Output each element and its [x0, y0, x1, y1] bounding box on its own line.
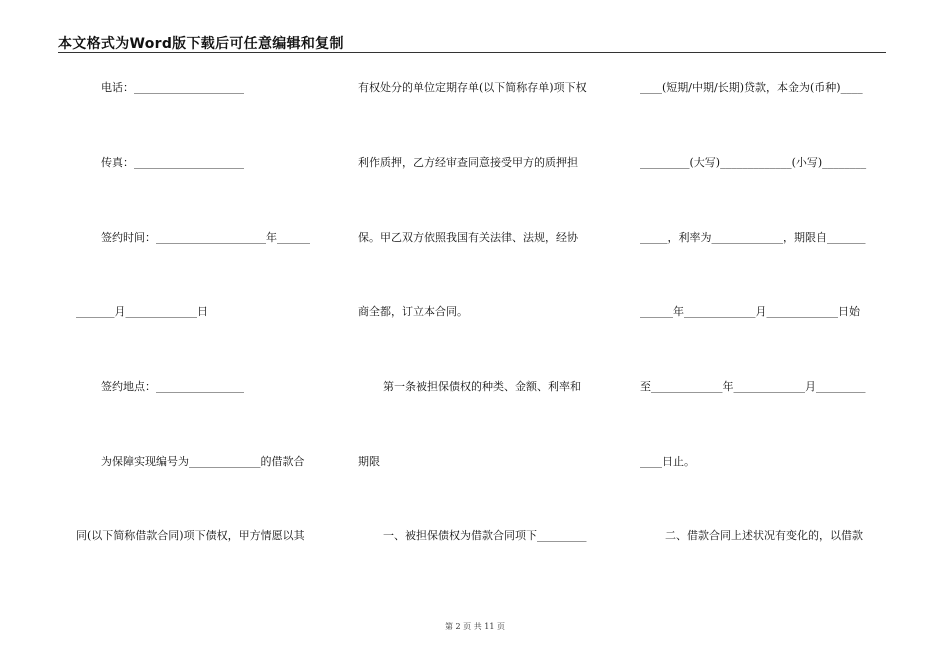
body-text-line: ____日止。	[640, 455, 695, 468]
article-heading: 第一条被担保债权的种类、金额、利率和	[383, 380, 581, 393]
signing-date-line: _______月_____________日	[76, 305, 208, 318]
signing-place-line: 签约地点：________________	[101, 380, 244, 393]
body-text-line: ____(短期/中期/长期)贷款，本金为(币种)____	[640, 81, 863, 94]
body-text-line: 至_____________年_____________月_________	[640, 380, 866, 393]
phone-line: 电话：____________________	[101, 81, 244, 94]
body-text-line: _____，利率为_____________，期限自_______	[640, 231, 866, 244]
fax-line: 传真：____________________	[101, 156, 244, 169]
signing-time-line: 签约时间：____________________年______	[101, 231, 310, 244]
body-text-line: 同(以下简称借款合同)项下债权，甲方情愿以其	[76, 529, 305, 542]
body-text-line: _________(大写)_____________(小写)________	[640, 156, 867, 169]
body-text-line: 有权处分的单位定期存单(以下简称存单)项下权	[358, 81, 587, 94]
body-text-line: 商全都，订立本合同。	[358, 305, 468, 318]
document-header: 本文格式为Word版下载后可任意编辑和复制	[58, 33, 886, 53]
body-text-line: 利作质押，乙方经审查同意接受甲方的质押担	[358, 156, 578, 169]
body-text-line: 为保障实现编号为_____________的借款合	[101, 455, 305, 468]
clause-line: 一、被担保债权为借款合同项下_________	[383, 529, 587, 542]
body-text-line: 保。甲乙双方依照我国有关法律、法规，经协	[358, 231, 578, 244]
body-text-line: ______年_____________月_____________日始	[640, 305, 860, 318]
article-heading: 期限	[358, 455, 380, 468]
page-number: 第 2 页 共 11 页	[445, 622, 505, 631]
clause-line: 二、借款合同上述状况有变化的，以借款	[665, 529, 863, 542]
